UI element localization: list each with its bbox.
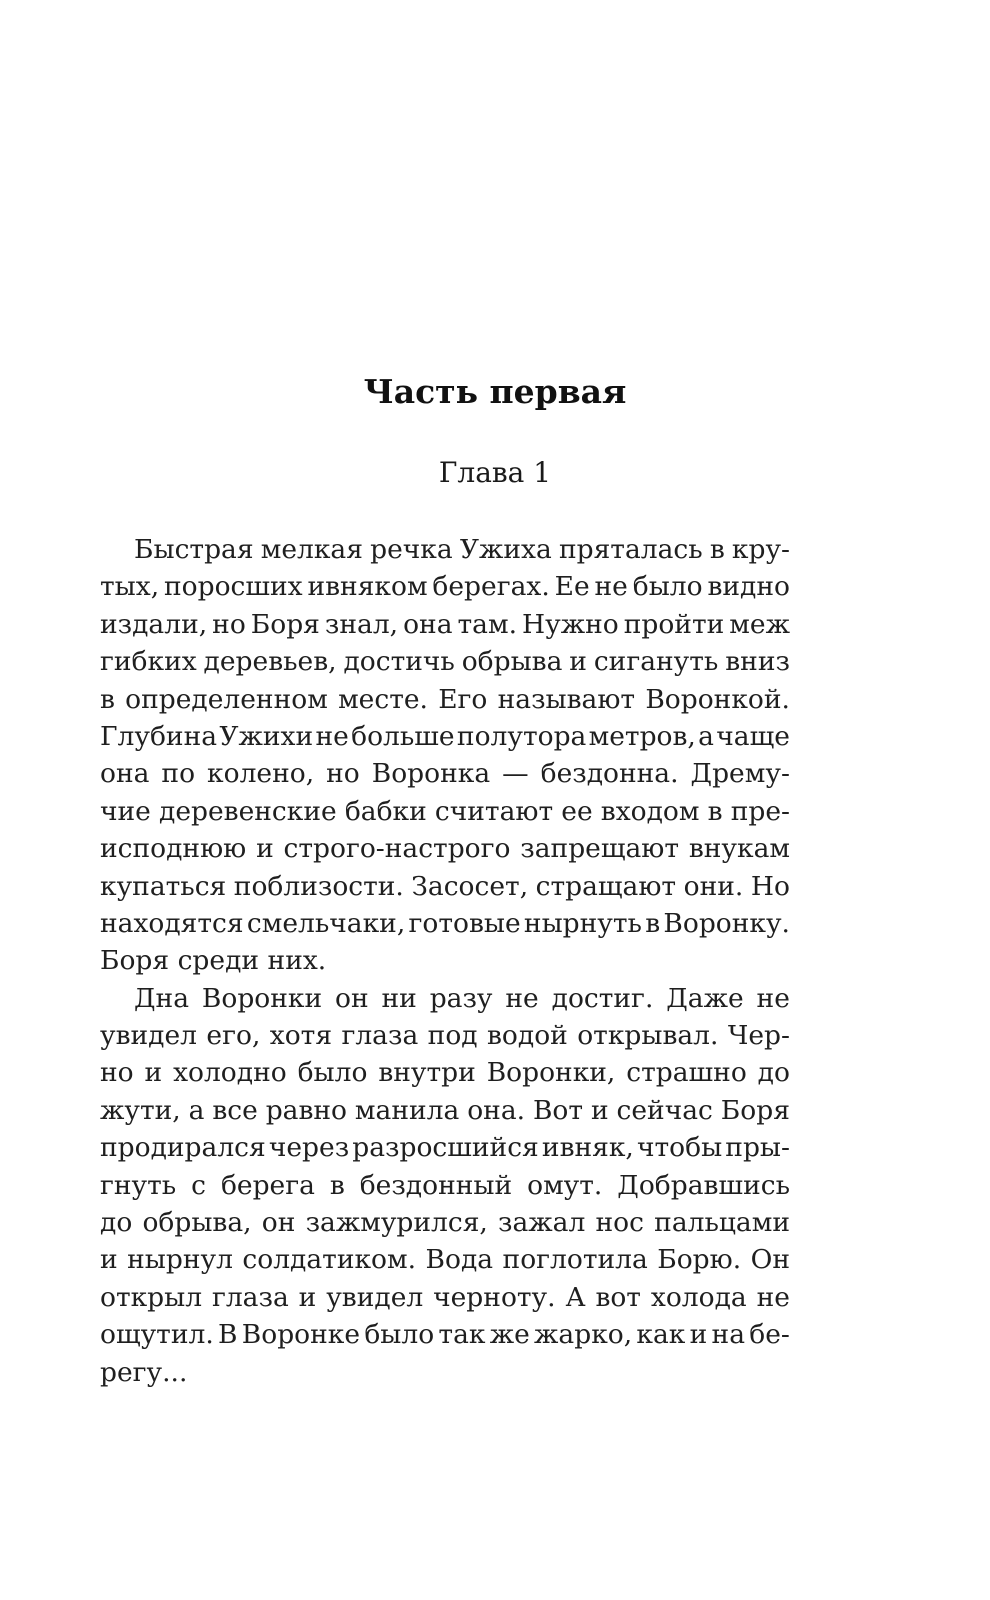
text-line: но и холодно было внутри Воронки, страшно до [100, 1057, 790, 1089]
text-line: издали, но Боря знал, она там. Нужно пройти меж [100, 608, 790, 640]
text-line: Дна Воронки он ни разу не достиг. Даже не [134, 982, 790, 1014]
text-line: в определенном месте. Его называют Воронкой. [100, 683, 790, 715]
paragraph [100, 531, 790, 980]
paragraph [100, 980, 790, 1391]
text-line: чие деревенские бабки считают ее входом в пре- [100, 795, 790, 827]
text-line: гнуть с берега в бездонный омут. Добравшись [100, 1169, 790, 1201]
text-line: и нырнул солдатиком. Вода поглотила Борю. Он [100, 1244, 790, 1276]
text-line: увидел его, хотя глаза под водой открывал. Чер- [100, 1020, 790, 1052]
text-line: Быстрая мелкая речка Ужиха пряталась в кру- [134, 534, 790, 565]
chapter-body [100, 531, 790, 1391]
text-line: продирался через разросшийся ивняк, чтобы пры- [100, 1132, 790, 1164]
chapter-title: Глава 1 [438, 456, 552, 489]
text-line: до обрыва, он зажмурился, зажал нос пальцами [100, 1207, 790, 1239]
text-line: ощутил. В Воронке было так же жарко, как и на бе- [100, 1319, 790, 1351]
text-line: исподнюю и строго-настрого запрещают внукам [100, 833, 790, 865]
part-title: Часть первая [363, 372, 627, 411]
text-line: находятся смельчаки, готовые нырнуть в Воронку. [100, 907, 790, 939]
text-line: гибких деревьев, достичь обрыва и сигануть вниз [100, 646, 790, 678]
text-line: Боря среди них. [100, 945, 327, 977]
text-line: жути, а все равно манила она. Вот и сейчас Боря [100, 1094, 790, 1126]
text-line: открыл глаза и увидел черноту. А вот холода не [100, 1281, 790, 1313]
text-line: Глубина Ужихи не больше полутора метров, а чаще [100, 720, 790, 752]
text-line: регу... [100, 1356, 188, 1388]
text-line: она по колено, но Воронка — бездонна. Дрему- [100, 758, 790, 790]
text-line: тых, поросших ивняком берегах. Ее не было видно [100, 571, 790, 603]
text-line: купаться поблизости. Засосет, стращают они. Но [100, 870, 790, 902]
